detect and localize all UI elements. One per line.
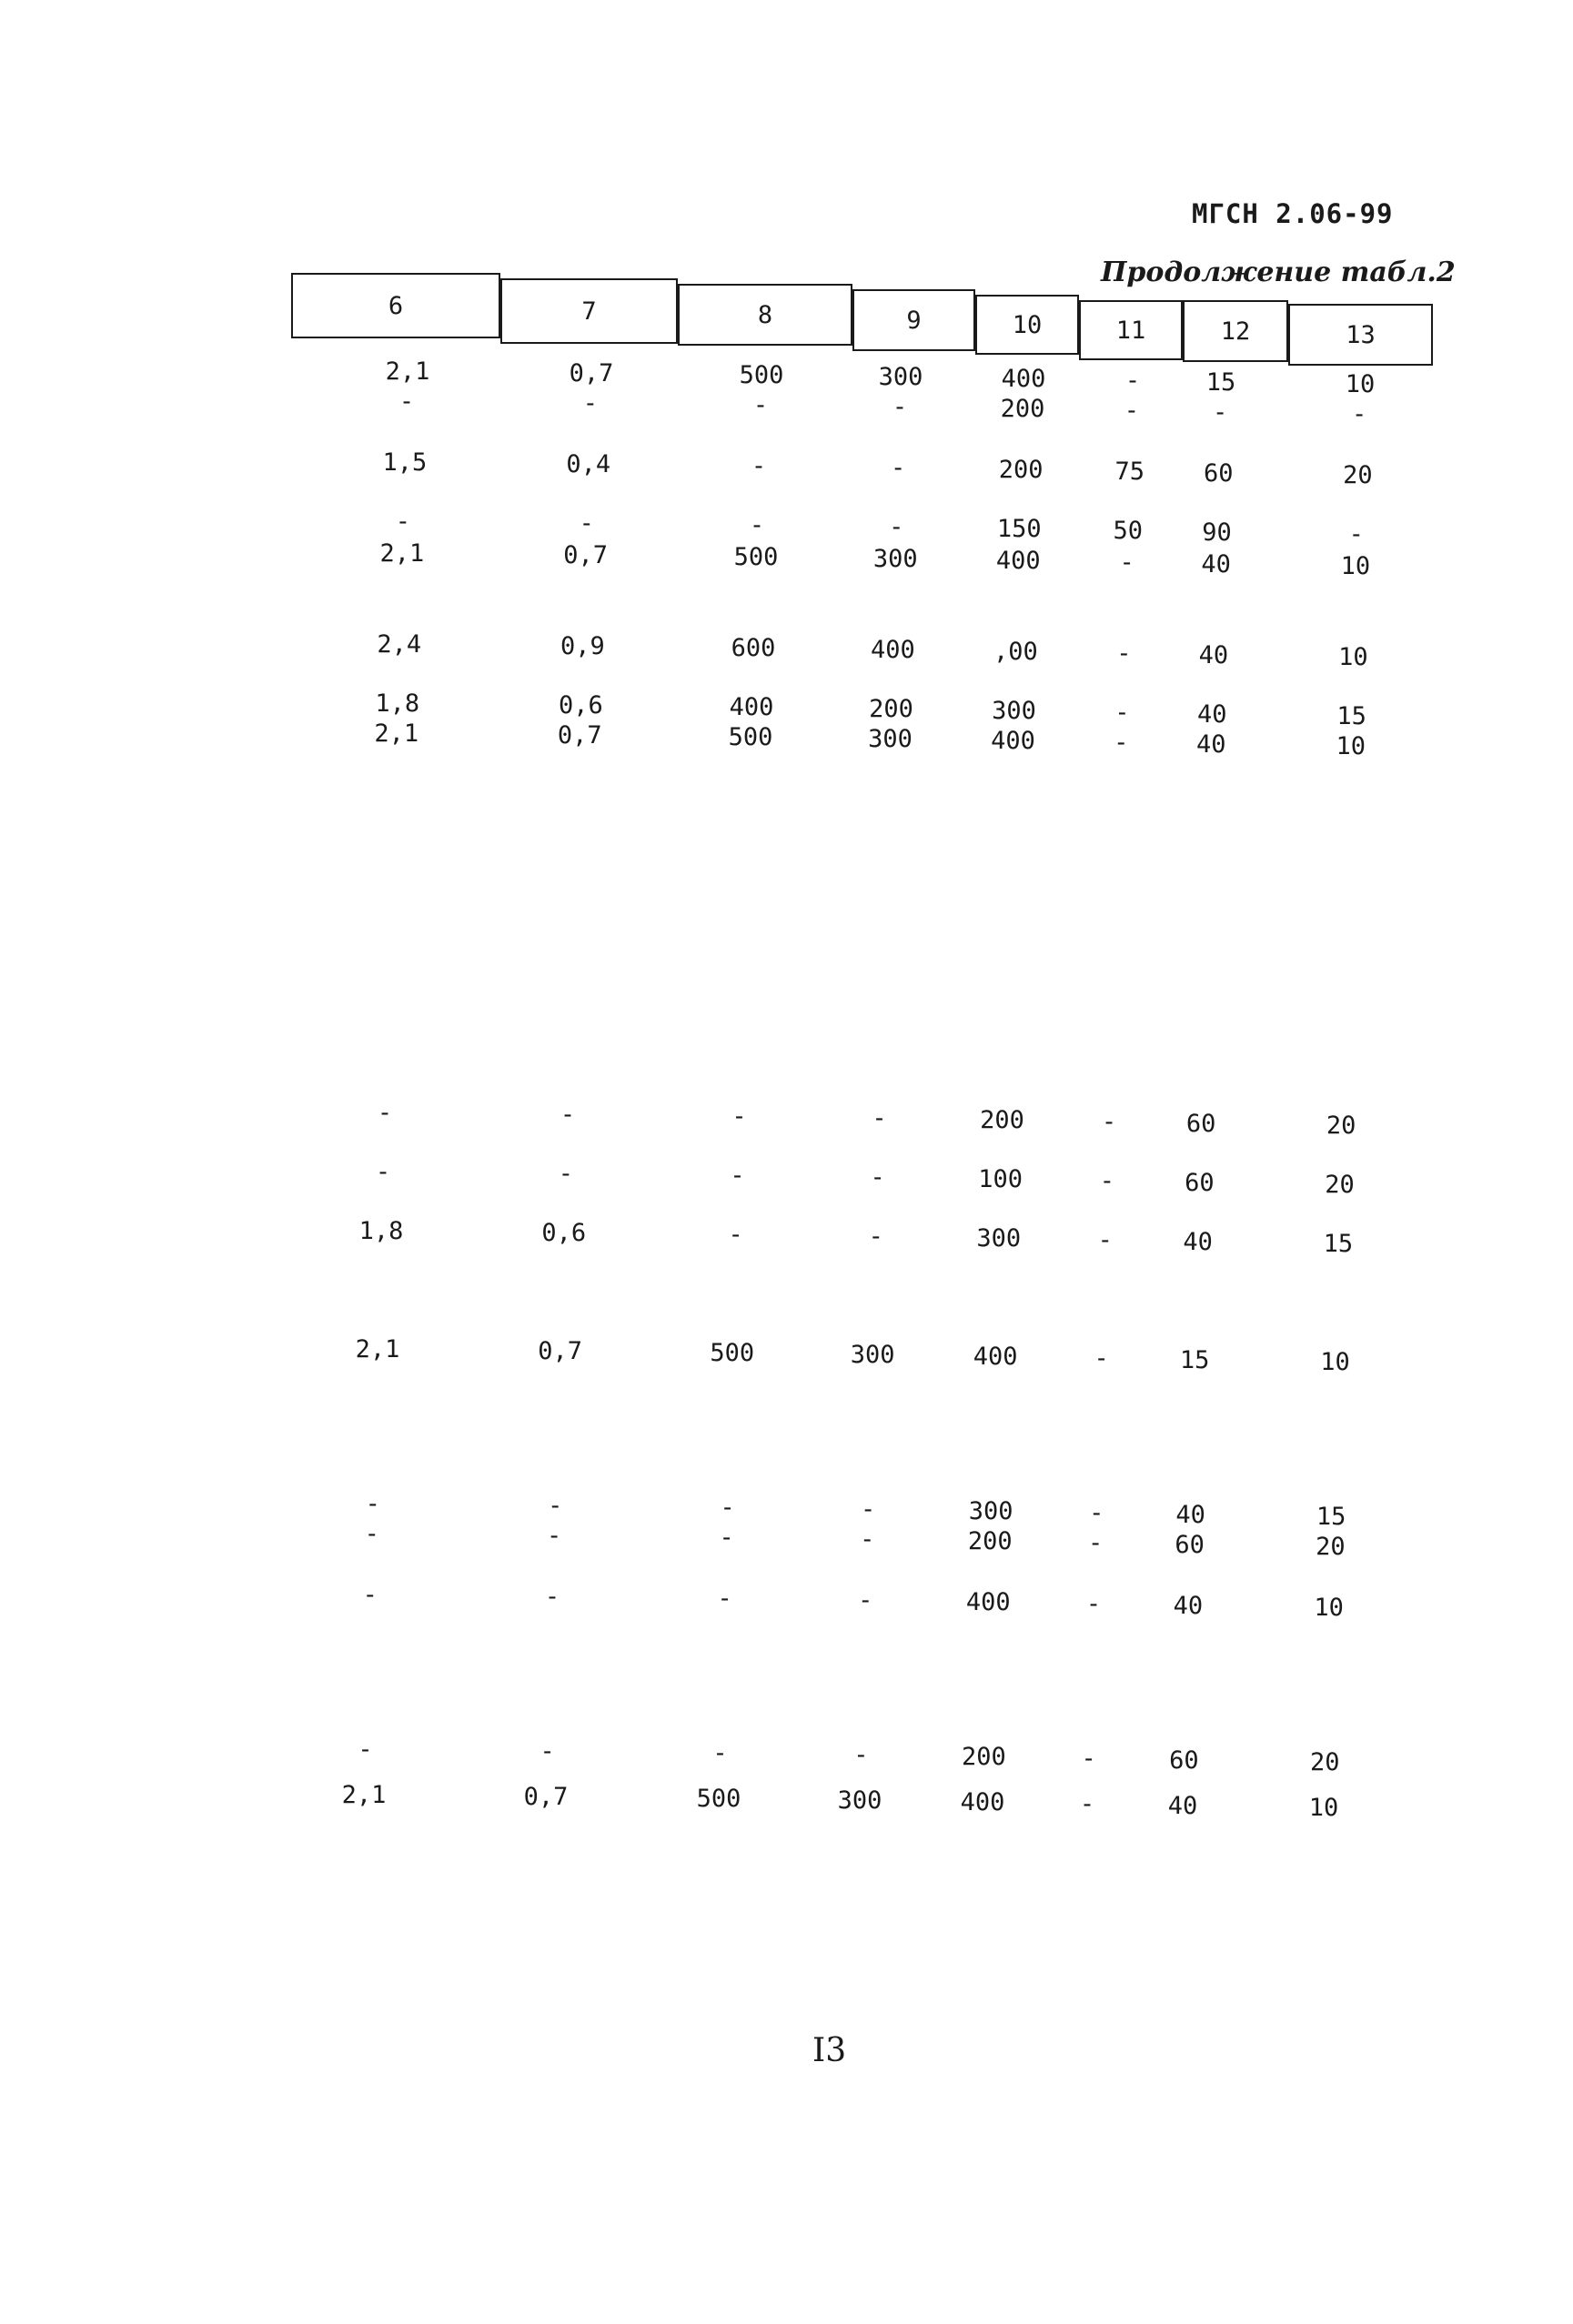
table-cell: - — [752, 391, 769, 419]
table-cell: 40 — [1201, 550, 1231, 578]
table-cell: 10 — [1314, 1594, 1344, 1622]
table-cell: 0,9 — [560, 632, 605, 660]
table-cell: 400 — [991, 727, 1035, 755]
table-cell: ,00 — [993, 638, 1038, 666]
table-cell: - — [731, 1102, 747, 1131]
table-cell: 400 — [870, 636, 915, 664]
table-cell: 40 — [1183, 1228, 1213, 1256]
table-cell: - — [870, 1163, 885, 1192]
table-cell: 40 — [1175, 1501, 1205, 1529]
table-cell: 300 — [837, 1786, 882, 1815]
column-header: 13 — [1288, 304, 1433, 366]
table-cell: - — [858, 1586, 873, 1615]
table-cell: 20 — [1316, 1533, 1346, 1561]
table-cell: 40 — [1198, 641, 1229, 669]
table-cell: - — [720, 1494, 735, 1522]
table-cell: 400 — [960, 1788, 1005, 1816]
table-cell: 400 — [1001, 365, 1046, 393]
table-cell: 15 — [1316, 1503, 1346, 1531]
table-cell: - — [730, 1162, 745, 1190]
table-cell: 15 — [1336, 702, 1366, 730]
table-cell: 20 — [1343, 461, 1373, 489]
table-cell: - — [1085, 1590, 1102, 1618]
table-cell: 400 — [973, 1343, 1018, 1371]
table-cell: 10 — [1338, 643, 1368, 671]
table-cell: - — [579, 509, 594, 538]
table-cell: 75 — [1114, 458, 1145, 486]
table-cell: - — [547, 1522, 562, 1550]
table-cell: 300 — [872, 545, 918, 573]
table-cell: 200 — [967, 1527, 1013, 1555]
table-cell: 15 — [1205, 368, 1236, 397]
table-cell: - — [1119, 548, 1134, 577]
table-cell: 1,8 — [375, 689, 420, 718]
column-header: 10 — [975, 295, 1079, 355]
table-cell: 1,5 — [382, 448, 428, 477]
table-cell: 0,7 — [557, 721, 602, 750]
table-cell: 60 — [1169, 1746, 1199, 1775]
table-cell: 500 — [696, 1785, 741, 1813]
table-cell: 90 — [1202, 518, 1232, 547]
table-cell: - — [398, 387, 415, 416]
table-cell: 2,4 — [377, 630, 422, 659]
table-cell: 2,1 — [355, 1335, 400, 1363]
table-cell: 400 — [729, 693, 774, 721]
table-cell: - — [548, 1492, 563, 1520]
table-cell: - — [861, 1495, 876, 1524]
table-continuation-label: Продолжение табл.2 — [1101, 257, 1456, 288]
table-cell: 40 — [1196, 730, 1226, 759]
table-cell: 300 — [878, 363, 923, 391]
table-cell: 10 — [1308, 1794, 1339, 1822]
table-cell: 60 — [1185, 1169, 1215, 1197]
table-cell: 20 — [1326, 1112, 1356, 1140]
table-cell: 200 — [869, 695, 913, 723]
table-cell: - — [1079, 1790, 1095, 1818]
table-cell: - — [560, 1101, 576, 1129]
column-header: 11 — [1079, 300, 1183, 360]
table-cell: - — [1089, 1499, 1104, 1527]
table-cell: 200 — [962, 1743, 1006, 1771]
table-cell: 10 — [1345, 370, 1376, 398]
table-cell: 40 — [1167, 1792, 1198, 1820]
table-cell: 0,7 — [569, 359, 614, 387]
table-cell: - — [1348, 520, 1364, 548]
table-cell: - — [375, 1158, 391, 1186]
table-cell: 500 — [728, 723, 773, 751]
table-cell: 150 — [996, 515, 1042, 543]
table-cell: - — [1116, 639, 1132, 668]
table-cell: - — [712, 1739, 728, 1767]
table-cell: 15 — [1179, 1346, 1210, 1374]
table-cell: 40 — [1173, 1592, 1204, 1620]
table-cell: 300 — [976, 1224, 1022, 1253]
table-cell: - — [362, 1581, 378, 1609]
table-cell: - — [749, 511, 765, 539]
column-header: 7 — [500, 278, 678, 344]
table-cell: 50 — [1113, 517, 1143, 545]
table-cell: 0,7 — [563, 541, 608, 569]
table-cell: 300 — [968, 1497, 1013, 1525]
table-cell: - — [1124, 367, 1141, 395]
table-cell: 500 — [733, 543, 779, 571]
table-cell: 60 — [1175, 1531, 1205, 1559]
table-cell: - — [889, 513, 904, 541]
table-cell: - — [1124, 397, 1140, 425]
table-cell: 300 — [850, 1341, 895, 1369]
table-cell: 15 — [1323, 1230, 1354, 1258]
table-cell: - — [872, 1104, 887, 1132]
table-cell: 200 — [998, 456, 1044, 484]
table-cell: 2,1 — [379, 539, 425, 568]
table-cell: - — [365, 1490, 380, 1518]
table-cell: - — [582, 389, 599, 418]
table-cell: 0,7 — [523, 1783, 569, 1811]
table-cell: - — [868, 1222, 883, 1251]
table-cell: - — [558, 1160, 574, 1188]
page-number: I3 — [812, 2032, 847, 2069]
table-cell: - — [377, 1099, 393, 1127]
table-cell: - — [1081, 1745, 1096, 1773]
table-cell: 60 — [1204, 459, 1234, 488]
table-cell: 300 — [868, 725, 913, 753]
table-cell: 20 — [1310, 1748, 1340, 1776]
table-cell: 60 — [1185, 1110, 1216, 1138]
table-cell: 0,6 — [558, 691, 603, 719]
column-header: 9 — [852, 289, 975, 351]
table-cell: - — [544, 1583, 560, 1611]
table-cell: - — [751, 452, 767, 480]
table-cell: 20 — [1325, 1171, 1355, 1199]
table-cell: 2,1 — [385, 357, 430, 386]
table-cell: 0,6 — [541, 1219, 587, 1247]
table-cell: 40 — [1196, 700, 1227, 729]
table-cell: - — [539, 1737, 555, 1766]
table-cell: 300 — [992, 697, 1036, 725]
table-cell: - — [717, 1585, 732, 1613]
table-cell: - — [1088, 1529, 1104, 1557]
table-cell: - — [395, 508, 411, 536]
table-cell: 0,4 — [566, 450, 611, 478]
table-cell: - — [1097, 1226, 1113, 1254]
table-cell: 600 — [731, 634, 776, 662]
table-cell: - — [890, 454, 906, 482]
table-cell: - — [1352, 400, 1367, 428]
table-cell: - — [364, 1520, 379, 1548]
table-cell: - — [892, 393, 908, 421]
table-cell: - — [860, 1525, 875, 1554]
table-cell: - — [853, 1741, 869, 1769]
table-cell: 10 — [1320, 1348, 1350, 1376]
table-cell: 500 — [710, 1339, 755, 1367]
table-cell: - — [1101, 1108, 1117, 1136]
table-cell: - — [719, 1524, 734, 1552]
column-header: 12 — [1183, 300, 1288, 362]
table-cell: 100 — [978, 1165, 1023, 1193]
table-cell: - — [728, 1221, 743, 1249]
table-cell: 400 — [965, 1588, 1011, 1616]
table-cell: 500 — [739, 361, 784, 389]
table-cell: - — [1094, 1344, 1109, 1373]
table-cell: 200 — [980, 1106, 1024, 1134]
table-cell: 2,1 — [374, 719, 419, 748]
table-cell: - — [1212, 398, 1228, 427]
table-cell: - — [358, 1735, 373, 1764]
table-cell: 400 — [995, 547, 1041, 575]
table-cell: - — [1114, 699, 1130, 727]
column-header: 6 — [291, 273, 500, 338]
column-header: 8 — [678, 284, 852, 346]
table-cell: - — [1099, 1167, 1115, 1195]
table-cell: 1,8 — [358, 1217, 404, 1245]
table-cell: 0,7 — [538, 1337, 583, 1365]
table-cell: 200 — [1000, 395, 1045, 423]
document-code: МГСН 2.06-99 — [1192, 198, 1394, 229]
table-cell: 2,1 — [341, 1781, 387, 1809]
table-cell: 10 — [1340, 552, 1371, 580]
table-cell: 10 — [1336, 732, 1366, 760]
table-cell: - — [1114, 729, 1129, 757]
